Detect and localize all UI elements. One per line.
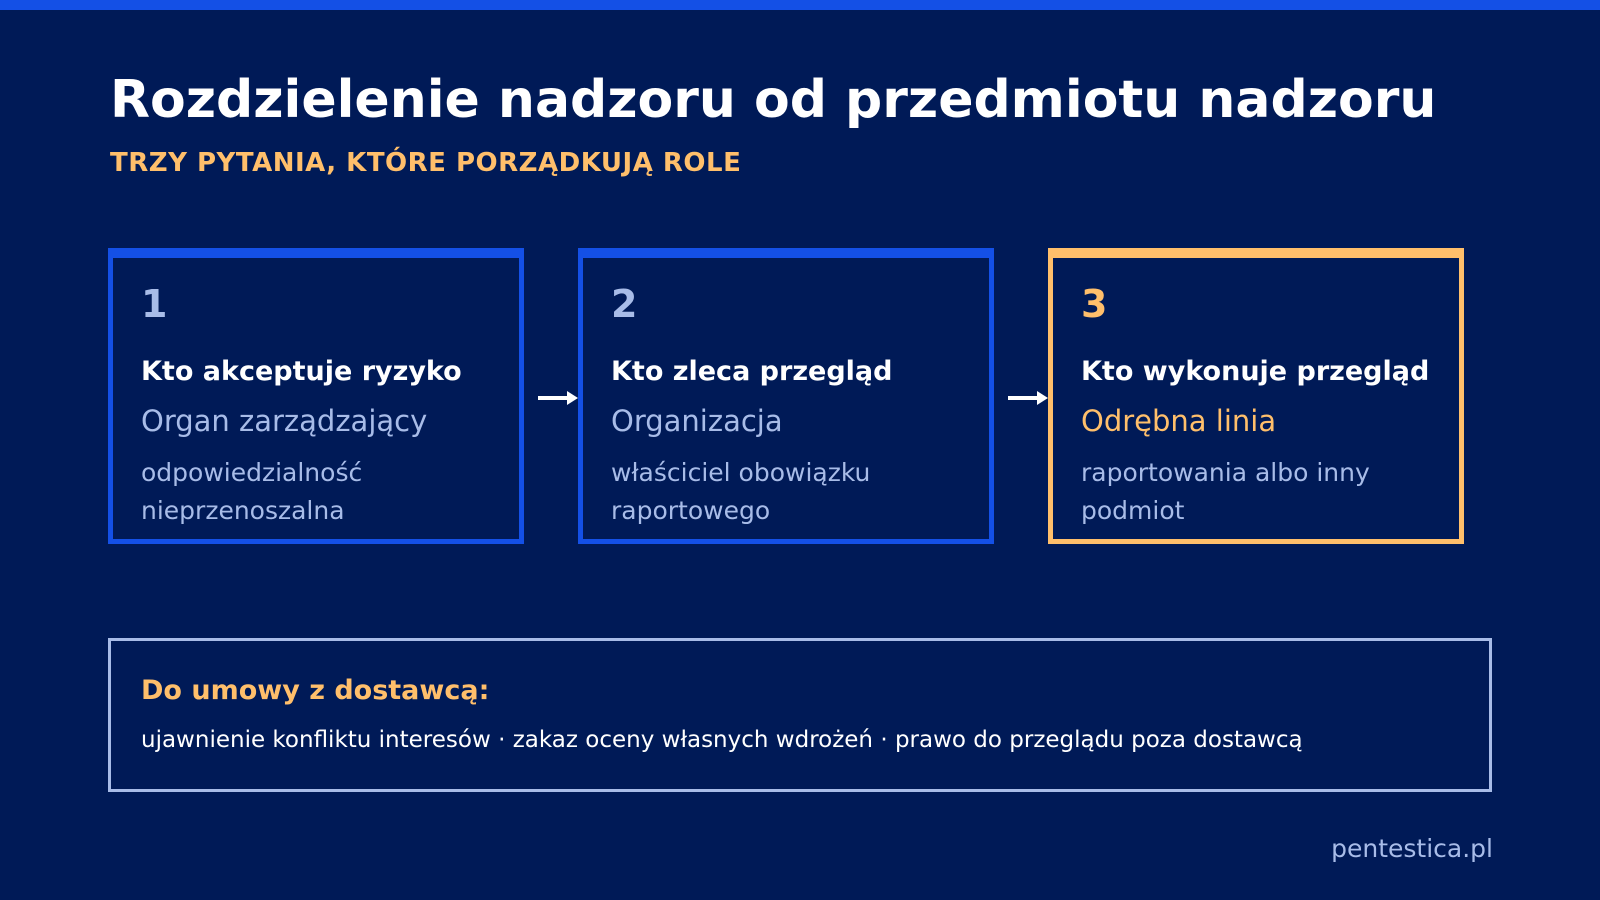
top-accent-bar bbox=[0, 0, 1600, 10]
page-subtitle: TRZY PYTANIA, KTÓRE PORZĄDKUJĄ ROLE bbox=[110, 148, 742, 178]
step-number: 3 bbox=[1081, 282, 1108, 326]
step-card-1 bbox=[108, 248, 524, 544]
step-note: właściciel obowiązku raportowego bbox=[611, 458, 871, 525]
step-question: Kto zleca przegląd bbox=[611, 356, 893, 387]
arrow-right-icon bbox=[538, 390, 578, 406]
arrow-right-icon bbox=[1008, 390, 1048, 406]
step-answer: Organ zarządzający bbox=[141, 404, 428, 438]
step-number: 1 bbox=[141, 282, 168, 326]
step-note: odpowiedzialność nieprzenoszalna bbox=[141, 458, 363, 525]
footer-brand: pentestica.pl bbox=[1331, 834, 1493, 863]
contract-heading: Do umowy z dostawcą: bbox=[141, 675, 490, 706]
step-answer: Odrębna linia bbox=[1081, 404, 1277, 438]
step-note: raportowania albo inny podmiot bbox=[1081, 458, 1370, 525]
step-card-2 bbox=[578, 248, 994, 544]
page-title: Rozdzielenie nadzoru od przedmiotu nadzoru bbox=[110, 70, 1437, 130]
contract-text: ujawnienie konfliktu interesów · zakaz oceny własnych wdrożeń · prawo do przeglądu poza dostawcą bbox=[141, 727, 1303, 753]
contract-box bbox=[108, 638, 1492, 792]
step-number: 2 bbox=[611, 282, 638, 326]
step-question: Kto akceptuje ryzyko bbox=[141, 356, 462, 387]
step-question: Kto wykonuje przegląd bbox=[1081, 356, 1430, 387]
step-card-3 bbox=[1048, 248, 1464, 544]
step-answer: Organizacja bbox=[611, 404, 783, 438]
